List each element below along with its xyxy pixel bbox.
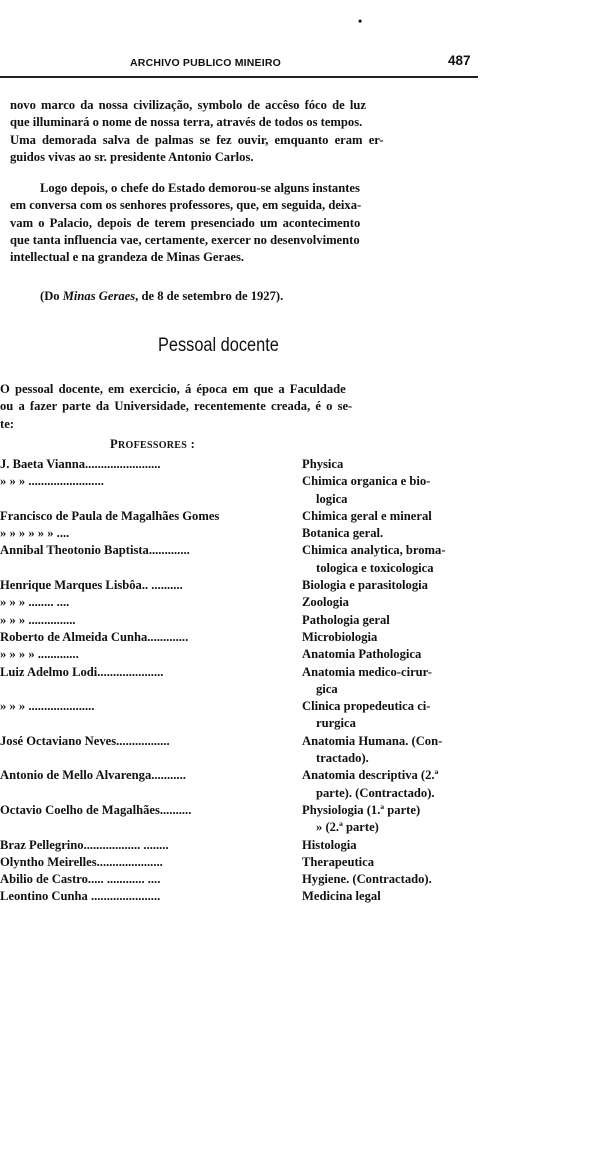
paragraph-2-line: que tanta influencia vae, certamente, exercer no desenvolvimento <box>10 232 360 247</box>
professor-subject-line: Histologia <box>302 837 357 852</box>
professor-subject <box>302 577 487 594</box>
professors-heading-rest: ROFESSORES <box>118 440 188 451</box>
professor-subject-line: Biologia e parasitologia <box>302 578 428 593</box>
professor-subject-line: Clinica propedeutica ci- <box>302 699 431 714</box>
professor-subject-line: Chimica geral e mineral <box>302 508 432 523</box>
professor-subject <box>302 837 487 854</box>
professor-subject <box>302 733 487 768</box>
professors-table <box>0 456 490 906</box>
paragraph-2-line: intellectual e na grandeza de Minas Geraes. <box>10 250 244 265</box>
professor-row <box>0 871 490 888</box>
professor-name: Braz Pellegrino.................. ........ <box>0 837 169 852</box>
professor-name: » » » » ............. <box>0 647 79 662</box>
professor-subject <box>302 664 487 699</box>
professor-row <box>0 508 490 525</box>
professor-row <box>0 837 490 854</box>
professor-subject-line: Microbiologia <box>302 629 378 644</box>
professor-subject <box>302 508 487 525</box>
paragraph-2 <box>10 180 480 266</box>
professor-subject-line: Anatomia medico-cirur- <box>302 664 432 679</box>
professor-row <box>0 802 490 837</box>
paragraph-1-line: Uma demorada salva de palmas se fez ouvir, emquanto eram er- <box>10 132 384 147</box>
paragraph-1 <box>10 97 480 166</box>
citation-suffix: , de 8 de setembro de 1927). <box>135 289 284 303</box>
professor-subject <box>302 629 487 646</box>
professor-subject-line: tractado). <box>316 751 369 766</box>
professor-subject-line: Medicina legal <box>302 889 381 904</box>
professor-name: Abilio de Castro..... ............ .... <box>0 872 161 887</box>
professor-name: J. Baeta Vianna........................ <box>0 457 161 471</box>
professor-subject-line: parte). (Contractado). <box>316 785 435 800</box>
professor-row <box>0 767 490 802</box>
citation-source: Minas Geraes <box>62 289 136 303</box>
paragraph-3-line: te: <box>0 416 14 431</box>
paragraph-3-line: ou a fazer parte da Universidade, recentemente creada, é o se- <box>0 399 353 414</box>
professor-subject <box>302 646 487 663</box>
professor-name: » » » » » » .... <box>0 526 70 541</box>
professor-subject-line: tologica e toxicologica <box>316 560 434 575</box>
professor-row <box>0 612 490 629</box>
paragraph-2-line: em conversa com os senhores professores, que, em seguida, deixa- <box>10 198 362 213</box>
professor-row <box>0 456 490 473</box>
paragraph-1-line: que illuminará o nome de nossa terra, através de todos os tempos. <box>10 115 363 130</box>
professors-heading <box>110 437 195 452</box>
professor-subject <box>302 525 487 542</box>
professor-subject-line: Zoologia <box>302 595 349 610</box>
professor-name: Octavio Coelho de Magalhães.......... <box>0 802 192 817</box>
professor-name: » » » ........................ <box>0 474 104 489</box>
professor-subject-line: Anatomia Pathologica <box>302 647 422 662</box>
professor-name: Francisco de Paula de Magalhães Gomes <box>0 508 220 523</box>
professor-name: Antonio de Mello Alvarenga........... <box>0 768 186 783</box>
page-number: 487 <box>448 53 471 68</box>
professor-subject-line: gica <box>316 681 338 696</box>
professor-subject <box>302 456 487 473</box>
paragraph-2-line: Logo depois, o chefe do Estado demorou-se alguns instantes <box>40 181 360 195</box>
professor-subject <box>302 473 487 508</box>
paragraph-2-line: vam o Palacio, depois de terem presenciado um acontecimento <box>10 215 361 230</box>
professor-row <box>0 646 490 663</box>
professor-row <box>0 473 490 508</box>
professor-row <box>0 854 490 871</box>
professor-subject-line: logica <box>316 491 348 506</box>
professor-subject-line: Therapeutica <box>302 854 375 869</box>
professor-name: Roberto de Almeida Cunha............. <box>0 629 189 644</box>
professor-row <box>0 542 490 577</box>
professor-row <box>0 698 490 733</box>
professor-subject <box>302 802 487 837</box>
professor-subject-line: Anatomia descriptiva (2.ª <box>302 768 439 783</box>
professor-subject <box>302 594 487 611</box>
section-title: Pessoal docente <box>158 335 279 356</box>
professor-row <box>0 525 490 542</box>
professor-subject-line: Physiologia (1.ª parte) <box>302 802 421 817</box>
professor-subject <box>302 888 487 905</box>
professor-row <box>0 577 490 594</box>
professor-subject-line: Pathologia geral <box>302 612 390 627</box>
professor-name: Olyntho Meirelles..................... <box>0 854 163 869</box>
citation <box>40 288 283 305</box>
professor-subject-line: Chimica organica e bio- <box>302 474 431 489</box>
professor-subject-line: rurgica <box>316 716 356 731</box>
professor-subject <box>302 698 487 733</box>
paragraph-3 <box>0 381 480 433</box>
running-title: ARCHIVO PUBLICO MINEIRO <box>130 57 282 69</box>
professor-subject-line: Anatomia Humana. (Con- <box>302 733 443 748</box>
professor-subject-line: Botanica geral. <box>302 526 384 541</box>
paragraph-3-line: O pessoal docente, em exercicio, á época em que a Faculdade <box>0 382 346 396</box>
professor-name: Henrique Marques Lisbôa.. .......... <box>0 578 183 593</box>
professor-row <box>0 664 490 699</box>
professor-row <box>0 594 490 611</box>
paragraph-1-line: guidos vivas ao sr. presidente Antonio Carlos. <box>10 149 254 164</box>
professor-name: Leontino Cunha ...................... <box>0 889 161 904</box>
professor-name: Luiz Adelmo Lodi..................... <box>0 664 164 679</box>
professor-subject <box>302 871 487 888</box>
header-rule <box>0 76 478 78</box>
professors-heading-colon: : <box>187 437 196 451</box>
professor-name: José Octaviano Neves................. <box>0 733 170 748</box>
professor-subject <box>302 854 487 871</box>
professor-subject-line: Chimica analytica, broma- <box>302 543 446 558</box>
professor-row <box>0 733 490 768</box>
professor-name: Annibal Theotonio Baptista............. <box>0 543 190 558</box>
professor-subject-line: Hygiene. (Contractado). <box>302 872 432 887</box>
page-mark: • <box>358 14 363 28</box>
professor-row <box>0 888 490 905</box>
professor-row <box>0 629 490 646</box>
professor-subject <box>302 612 487 629</box>
paragraph-1-line: novo marco da nossa civilização, symbolo de accêso fóco de luz <box>10 98 366 112</box>
professor-name: » » » ........ .... <box>0 595 70 610</box>
professors-heading-initial: P <box>110 437 118 451</box>
professor-subject-line: Physica <box>302 457 344 471</box>
professor-name: » » » ..................... <box>0 699 95 714</box>
professor-subject <box>302 542 487 577</box>
professor-subject <box>302 767 487 802</box>
professor-name: » » » ............... <box>0 612 76 627</box>
citation-prefix: (Do <box>40 289 63 303</box>
professor-subject-line: » (2.ª parte) <box>316 820 379 835</box>
